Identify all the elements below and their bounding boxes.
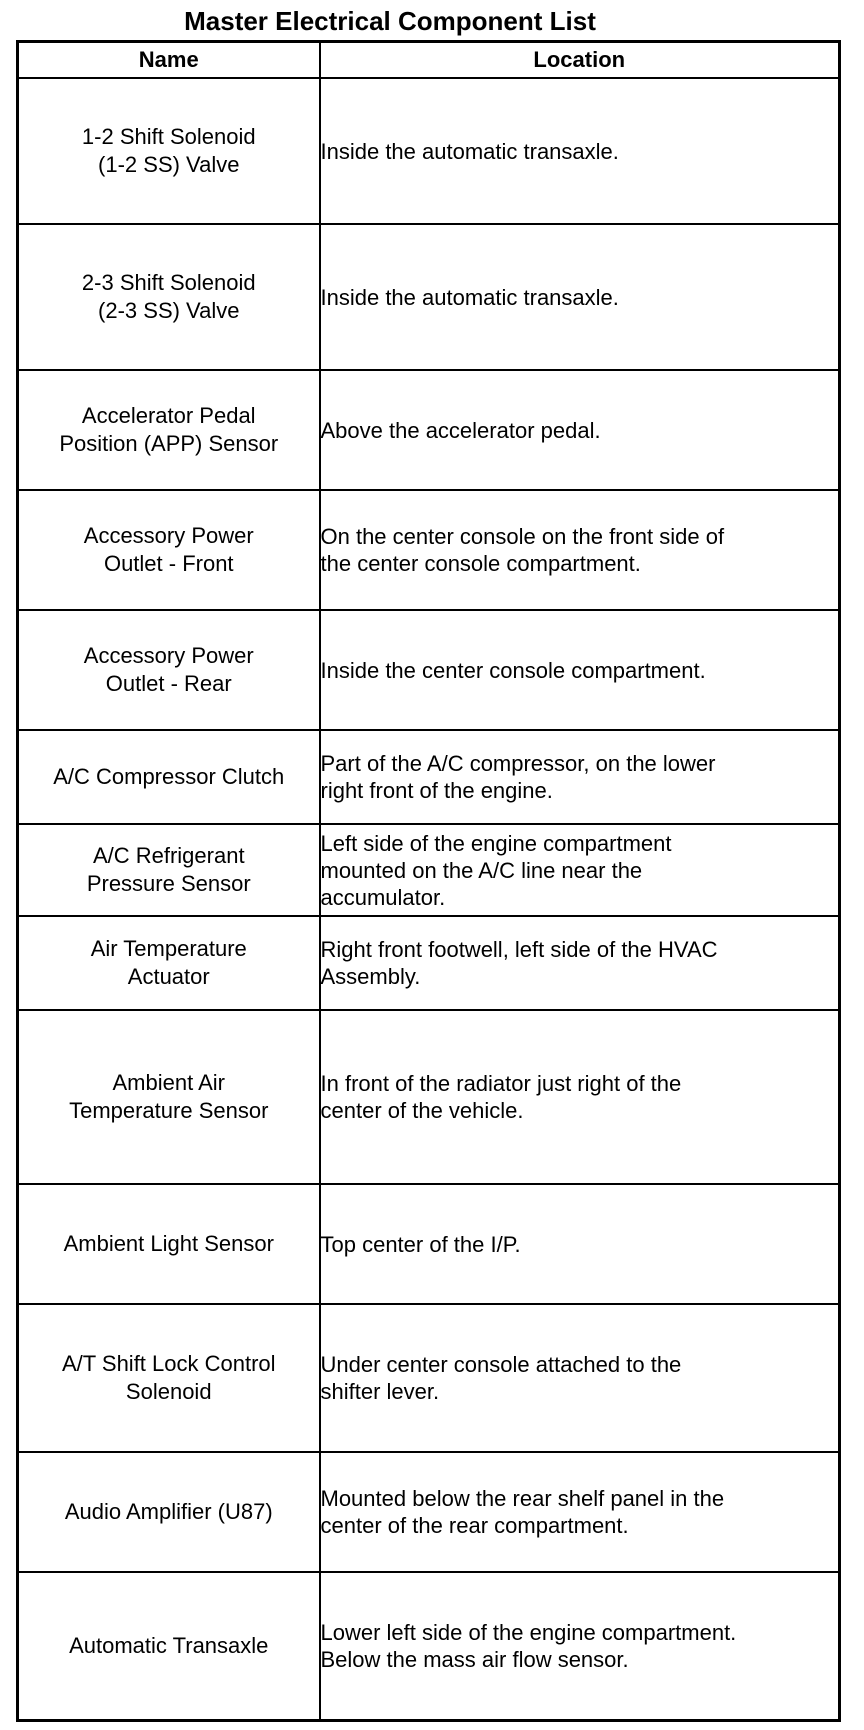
component-name-cell: A/T Shift Lock Control Solenoid	[18, 1304, 320, 1452]
table-row	[18, 824, 840, 916]
component-name-cell: Air Temperature Actuator	[18, 916, 320, 1010]
component-name-cell: A/C Refrigerant Pressure Sensor	[18, 824, 320, 916]
component-name-cell: 2-3 Shift Solenoid (2-3 SS) Valve	[18, 224, 320, 370]
component-name-cell: Ambient Air Temperature Sensor	[18, 1010, 320, 1184]
component-location-cell: Inside the automatic transaxle.	[320, 78, 840, 224]
component-name-cell: Accessory Power Outlet - Rear	[18, 610, 320, 730]
component-location-cell: Mounted below the rear shelf panel in the center of the rear compartment.	[320, 1452, 840, 1572]
component-location-cell: Lower left side of the engine compartment. Below the mass air flow sensor.	[320, 1572, 840, 1720]
table-row	[18, 916, 840, 1010]
page-title: Master Electrical Component List	[184, 6, 596, 36]
table-row	[18, 730, 840, 824]
component-location-cell: Inside the automatic transaxle.	[320, 224, 840, 370]
component-location-cell: Left side of the engine compartment mounted on the A/C line near the accumulator.	[320, 824, 840, 916]
component-location-cell: Above the accelerator pedal.	[320, 370, 840, 490]
table-row	[18, 1184, 840, 1304]
column-header-location: Location	[320, 42, 840, 79]
component-location-cell: On the center console on the front side of the center console compartment.	[320, 490, 840, 610]
component-location-cell: Right front footwell, left side of the HVAC Assembly.	[320, 916, 840, 1010]
table-row	[18, 1572, 840, 1720]
table-row	[18, 1010, 840, 1184]
component-location-cell: Top center of the I/P.	[320, 1184, 840, 1304]
component-name-cell: Automatic Transaxle	[18, 1572, 320, 1720]
component-table	[16, 40, 841, 1722]
table-row	[18, 1452, 840, 1572]
component-name-cell: Accelerator Pedal Position (APP) Sensor	[18, 370, 320, 490]
component-name-cell: Audio Amplifier (U87)	[18, 1452, 320, 1572]
component-location-cell: Inside the center console compartment.	[320, 610, 840, 730]
table-row	[18, 370, 840, 490]
table-row	[18, 490, 840, 610]
table-row	[18, 1304, 840, 1452]
component-location-cell: In front of the radiator just right of the center of the vehicle.	[320, 1010, 840, 1184]
component-name-cell: A/C Compressor Clutch	[18, 730, 320, 824]
component-name-cell: Ambient Light Sensor	[18, 1184, 320, 1304]
component-name-cell: Accessory Power Outlet - Front	[18, 490, 320, 610]
table-row	[18, 78, 840, 224]
table-row	[18, 224, 840, 370]
table-row	[18, 610, 840, 730]
component-location-cell: Under center console attached to the shifter lever.	[320, 1304, 840, 1452]
column-header-name: Name	[18, 42, 320, 79]
component-name-cell: 1-2 Shift Solenoid (1-2 SS) Valve	[18, 78, 320, 224]
table-header-row	[18, 42, 840, 79]
component-location-cell: Part of the A/C compressor, on the lower right front of the engine.	[320, 730, 840, 824]
